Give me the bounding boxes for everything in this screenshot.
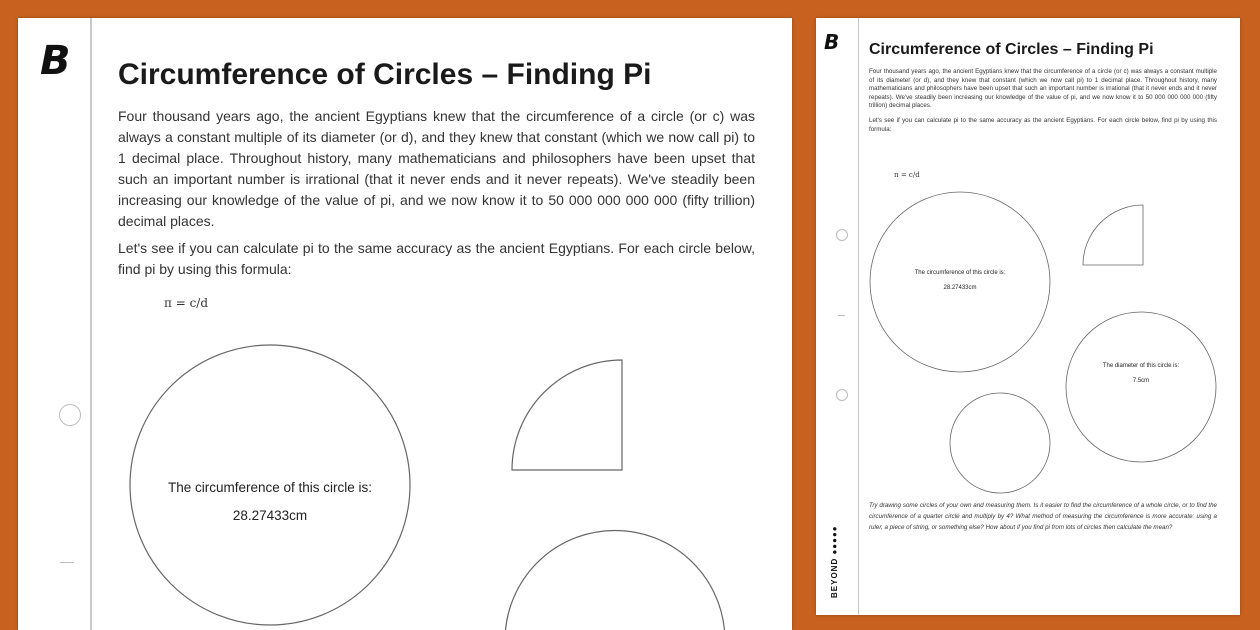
circle-label: The circumference of this circle is:	[914, 270, 1006, 276]
pi-formula: π = c/d	[894, 171, 920, 179]
intro-paragraph: Four thousand years ago, the ancient Egyptians knew that the circumference of a circle (or c) was always a constant multiple of its diameter (or d), and they knew that constant (which we now call pi) to 1 decimal place. Throughout history, many mathematicians and philosophers have been upset that such an important number is irrational (that it never ends and it never repeats). We've steadily been increasing our knowledge of the value of pi, and we now know it to 50 000 000 000 000 (fifty trillion) decimal places.	[869, 68, 1217, 110]
quarter-circle	[512, 360, 622, 470]
partial-circle	[506, 530, 725, 630]
closing-paragraph: Try drawing some circles of your own and measuring them. Is it easier to find the circumference of a whole circle, or to find the circumference of a quarter circle and multiply by 4? What method of measuring the circumference is more accurate: using a ruler, a piece of string, or something else? How about if you find pi from lots of circles then calculate the mean?	[869, 502, 1217, 531]
instruction-paragraph: Let's see if you can calculate pi to the same accuracy as the ancient Egyptians. For each circle below, find pi by using this formula:	[118, 240, 755, 277]
pi-formula: π = c/d	[164, 296, 209, 310]
circle-label: The circumference of this circle is:	[167, 480, 373, 495]
circle-value: 28.27433cm	[232, 508, 308, 523]
small-circle	[950, 393, 1050, 493]
beyond-logo: B	[40, 38, 71, 84]
large-circle	[870, 192, 1050, 372]
worksheet-preview-full	[816, 18, 1240, 615]
brand-text: BEYOND ●●●●●	[830, 525, 839, 598]
beyond-logo: B	[824, 30, 840, 54]
worksheet-preview-large	[18, 18, 792, 630]
instruction-paragraph: Let's see if you can calculate pi to the same accuracy as the ancient Egyptians. For each circle below, find pi by using this formula:	[869, 116, 1217, 133]
quarter-circle	[1083, 205, 1143, 265]
page-title: Circumference of Circles – Finding Pi	[869, 41, 1154, 58]
intro-paragraph: Four thousand years ago, the ancient Egyptians knew that the circumference of a circle (or c) was always a constant multiple of its diameter (or d), and they knew that constant (which we now call pi) to 1 decimal place. Throughout history, many mathematicians and philosophers have been upset that such an important number is irrational (that it never ends and it never repeats). We've steadily been increasing our knowledge of the value of pi, and we now know it to 50 000 000 000 000 (fifty trillion) decimal places.	[118, 108, 755, 229]
circle-value: 7.5cm	[1132, 378, 1150, 384]
circle-label: The diameter of this circle is:	[1102, 363, 1180, 369]
medium-circle	[1066, 312, 1216, 462]
circle-value: 28.27433cm	[943, 285, 977, 291]
page-title: Circumference of Circles – Finding Pi	[118, 58, 652, 91]
circle-diagrams	[18, 18, 792, 630]
